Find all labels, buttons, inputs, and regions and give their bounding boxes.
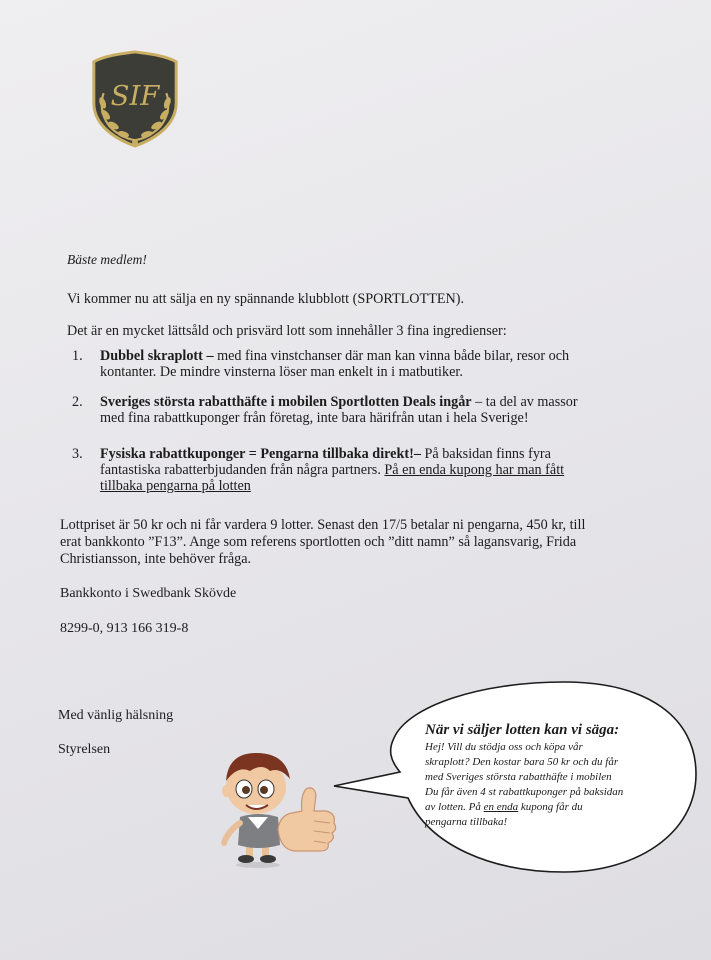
payment-line: Christiansson, inte behöver fråga. [60,551,252,567]
greeting: Bäste medlem! [67,252,147,267]
payment-line: erat bankkonto ”F13”. Ange som referens sportlotten och ”ditt namn” så lagansvarig, Frida [60,534,577,550]
item-dash: – [471,394,486,410]
logo-monogram: SIF [110,80,160,112]
list-number: 2. [72,394,83,410]
bank-account-number: 8299-0, 913 166 319-8 [60,621,189,636]
lead-paragraph: Det är en mycket lättsåld och prisvärd lott som innehåller 3 fina ingredienser: [67,323,507,339]
bubble-title: När vi säljer lotten kan vi säga: [425,722,620,738]
item-title: Dubbel skraplott [100,348,203,364]
payment-line: Lottpriset är 50 kr och ni får vardera 9 lotter. Senast den 17/5 betalar ni pengarna, 450 kr, till [60,517,586,533]
intro-paragraph: Vi kommer nu att sälja en ny spännande klubblott (SPORTLOTTEN). [67,291,465,307]
item-dash: – [202,348,218,364]
thumbs-up-mascot-illustration [210,745,355,870]
bubble-line: med Sveriges största rabatthäfte i mobilen [425,771,612,783]
item-body: kontanter. De mindre vinsterna löser man enkelt in i matbutiker. [100,364,463,380]
bubble-line: Hej! Vill du stödja oss och köpa vår [425,741,583,753]
bubble-line: av lotten. På [425,801,484,813]
signature: Styrelsen [58,742,111,757]
item-underlined: På en enda kupong har man fått [384,462,565,478]
bank-name: Bankkonto i Swedbank Skövde [60,586,237,601]
list-number: 1. [72,348,83,364]
speech-bubble-text [425,722,685,830]
item-body: med fina rabattkuponger från företag, inte bara härifrån utan i hela Sverige! [100,410,529,426]
item-body: med fina vinstchanser där man kan vinna både bilar, resor och [217,348,570,364]
bubble-line: Du får även 4 st rabattkuponger på baksidan [425,786,624,798]
bubble-line: kupong får du [518,801,583,813]
item-body: På baksidan finns fyra [424,446,551,462]
bubble-underlined: en enda [483,801,519,813]
item-body: ta del av massor [485,394,578,410]
item-title: Sveriges största rabatthäfte i mobilen Sportlotten Deals ingår [100,394,472,410]
bubble-line: pengarna tillbaka! [425,816,508,828]
club-logo [86,48,184,150]
item-underlined: tillbaka pengarna på lotten [100,478,251,494]
bubble-line: skraplott? Den kostar bara 50 kr och du får [425,756,619,768]
list-number: 3. [72,446,83,462]
item-body: fantastiska rabatterbjudanden från några partners. [100,462,385,478]
closing: Med vänlig hälsning [58,708,174,723]
item-dash: – [413,446,425,462]
item-title: Fysiska rabattkuponger = Pengarna tillbaka direkt! [100,446,414,462]
payment-paragraph [60,517,620,568]
